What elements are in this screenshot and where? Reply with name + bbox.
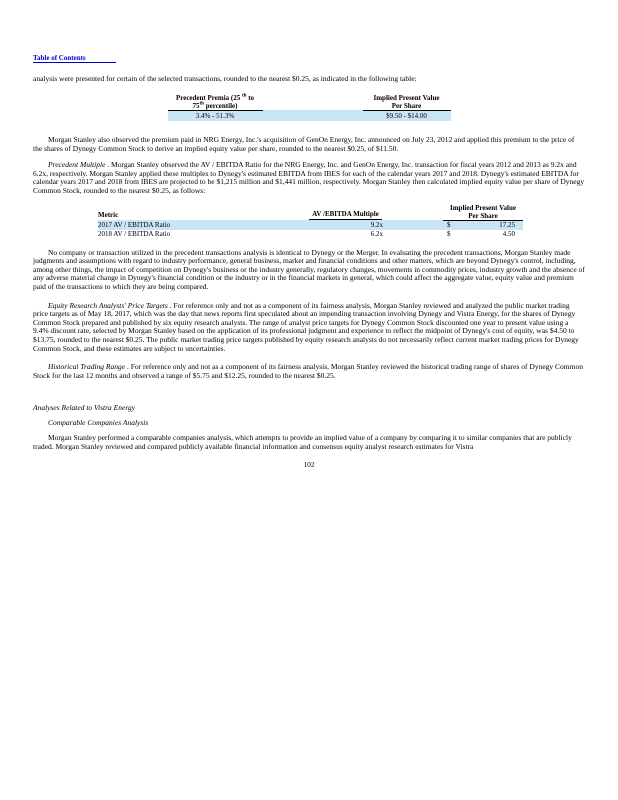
- value-cell: 4.50: [502, 229, 515, 238]
- comparable-companies-paragraph: Morgan Stanley performed a comparable companies analysis, which attempts to provide an implied value of a company by comparing it to similar companies that are publicly traded. Morgan Stanley reviewed and compared publicly available financial information and consensus equity analyst research estimates for Vistra: [33, 433, 572, 451]
- nrg-premium-paragraph: Morgan Stanley also observed the premium paid in NRG Energy, Inc.'s acquisition of GenOn Energy, Inc. announced on July 23, 2012 and applied this premium to the price of the shares of Dynegy Common Stock to derive an implied equity value per share, rounded to the nearest $0.25, of $11.50.: [33, 135, 575, 153]
- historical-trading-lead: Historical Trading Range: [48, 362, 126, 372]
- implied-value-range-cell: $9.50 - $14.00: [386, 111, 427, 120]
- metric-cell: 2017 AV / EBITDA Ratio: [98, 220, 171, 229]
- historical-trading-paragraph: Historical Trading Range . For reference only and not as a component of its fairness analysis, Morgan Stanley reviewed the historical trading range of shares of Dynegy Common Stock for the last 12 months and observed a range of $5.75 and $12.25, rounded to the nearest $0.25.: [33, 362, 583, 380]
- premia-table: [168, 94, 451, 122]
- precedent-multiple-paragraph: Precedent Multiple . Morgan Stanley observed the AV / EBITDA Ratio for the NRG Energy, Inc. and GenOn Energy, Inc. transaction for fiscal years 2012 and 2013 as 9.2x and 6.2x, respectively. Morgan Stanley applied these multiples to Dynegy's estimated EBITDA from IBES for each of the calendar years 2017 and 2018. Dynegy's estimated EBITDA for calendar years 2017 and 2018 from IBES are projected to be $1,215 million and $1,441 million, respectively. Morgan Stanley then calculated implied equity value per share of Dynegy Common Stock, rounded to the nearest $0.25, as follows:: [33, 160, 585, 196]
- premia-row-spacer: [263, 110, 363, 121]
- equity-research-paragraph: Equity Research Analysts' Price Targets . For reference only and not as a component of its fairness analysis, Morgan Stanley reviewed and analyzed the public market trading price targets as of May 18, 2017, which was the day that news reports first speculated about an impending transaction involving Dynegy and Vistra Energy, for the shares of Dynegy Common Stock prepared and published by six equity research analysts. The range of analyst price targets for Dynegy Common Stock discounted one year to present value using a 9.4% discount rate, selected by Morgan Stanley based on the application of its professional judgment and experience to reflect the midpoint of Dynegy's cost of equity, was $4.50 to $13.75, rounded to the nearest $0.25. The public market trading price targets published by equity research analysts do not necessarily reflect current market trading prices for Dynegy Common Stock, and these estimates are subject to uncertainties.: [33, 300, 579, 353]
- implied-value-header-cell: Implied Present Value Per Share: [363, 94, 451, 111]
- premia-header-spacer: [263, 94, 363, 111]
- ebitda-table: [98, 204, 523, 239]
- premia-data-row: [168, 110, 451, 121]
- value-cell: 17.25: [499, 220, 515, 229]
- currency-cell: $: [447, 229, 451, 238]
- analyses-vistra-heading: Analyses Related to Vistra Energy: [33, 403, 136, 413]
- metric-header-cell: Metric: [98, 211, 119, 220]
- precedent-multiple-lead: Precedent Multiple: [48, 160, 106, 170]
- table-row-2018: [98, 230, 523, 239]
- intro-paragraph: analysis were presented for certain of the selected transactions, rounded to the nearest $0.25, as indicated in the following table:: [33, 74, 417, 83]
- implied-present-value-header-cell: Implied Present Value Per Share: [443, 204, 523, 221]
- metric-cell: 2018 AV / EBITDA Ratio: [98, 229, 171, 238]
- multiple-cell: 9.2x: [370, 220, 383, 229]
- ebitda-header-spacer: [403, 204, 443, 221]
- multiple-header-cell: AV /EBITDA Multiple: [288, 204, 403, 221]
- currency-cell: $: [447, 220, 451, 229]
- equity-research-lead: Equity Research Analysts' Price Targets: [48, 300, 168, 310]
- row-spacer: [403, 220, 443, 230]
- premia-header-cell: Precedent Premia (25 $^{th}$ to 75th percentile): [168, 94, 263, 111]
- table-of-contents-link[interactable]: Table of Contents: [33, 54, 116, 63]
- row-spacer: [403, 230, 443, 239]
- premia-range-cell: 3.4% - 51.3%: [195, 111, 235, 120]
- premia-table-header-row: [168, 94, 451, 111]
- multiple-cell: 6.2x: [370, 229, 383, 238]
- table-row-2017: [98, 220, 523, 230]
- no-company-paragraph: No company or transaction utilized in the precedent transactions analysis is identical to Dynegy or the Merger. In evaluating the precedent transactions, Morgan Stanley made judgments and assumptions with regard to industry performance, general business, market and financial conditions and other matters, which are beyond Dynegy's control, including, among other things, the impact of competition on Dynegy's business or the industry generally, regulatory changes, movements in commodity prices, industry growth and the absence of any adverse material change in Dynegy's financial condition or the industry or in the financial markets in general, which could affect the aggregate value, equity value and premium paid of the transactions to which they are being compared.: [33, 247, 585, 292]
- page-number: 102: [303, 459, 315, 469]
- comparable-companies-heading: Comparable Companies Analysis: [48, 418, 149, 428]
- ebitda-table-header-row: [98, 204, 523, 221]
